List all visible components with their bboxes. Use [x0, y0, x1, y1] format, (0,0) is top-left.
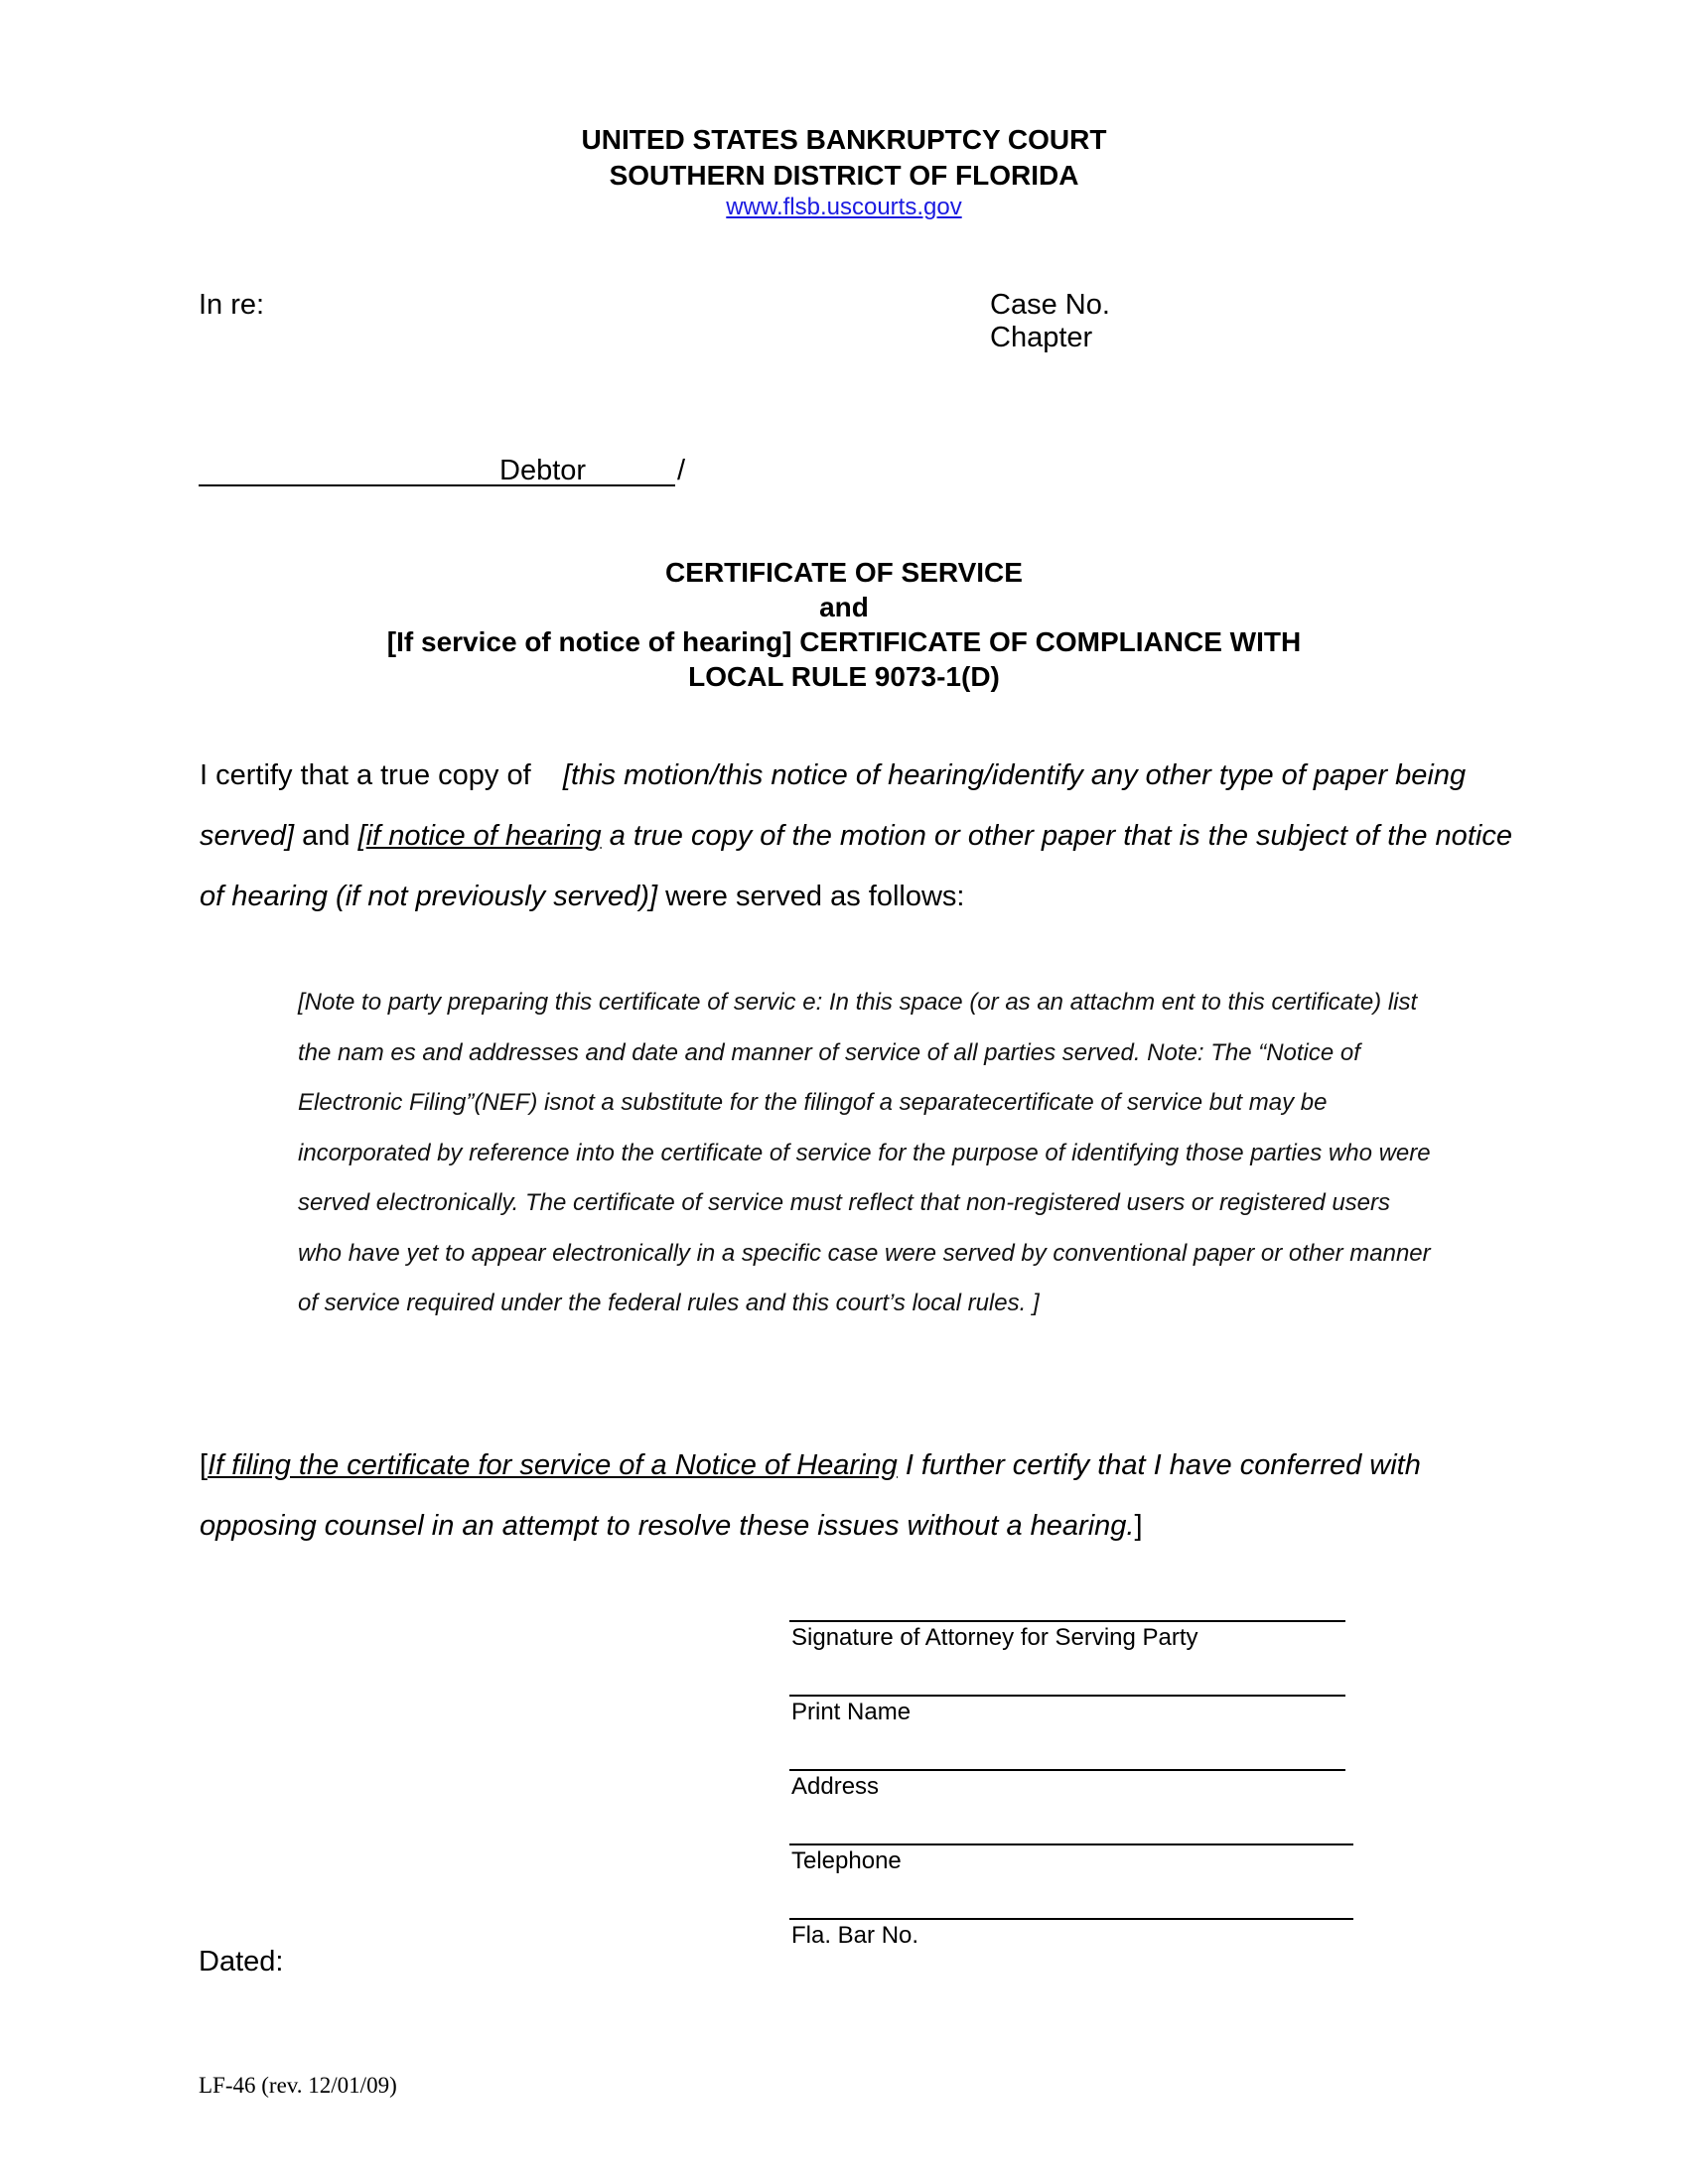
print-name-line[interactable]	[789, 1695, 1345, 1697]
in-re-label: In re:	[199, 289, 265, 321]
conferral-statement: I further certify that I have conferred with opposing counsel in an attempt to resolve these issues without a hearing.	[200, 1449, 1421, 1542]
court-name: UNITED STATES BANKRUPTCY COURT	[581, 124, 1107, 155]
title-certificate-of-service: CERTIFICATE OF SERVICE	[665, 557, 1023, 588]
dated-label: Dated:	[199, 1946, 284, 1978]
print-name-label: Print Name	[791, 1699, 912, 1725]
title-local-rule: LOCAL RULE 9073-1(D)	[688, 661, 1000, 692]
certification-lead: I certify that a true copy of	[200, 759, 531, 791]
conferral-paragraph	[200, 1435, 1520, 1557]
conferral-notice-of-hearing: If filing the certificate for service of a Notice of Hearing	[208, 1449, 898, 1481]
chapter-label: Chapter	[990, 322, 1093, 353]
certification-notice-placeholder: a true copy of the motion or other paper that is the subject of the notice of hearing (if not previously served)]	[200, 820, 1512, 912]
debtor-name-line	[199, 484, 675, 486]
title-compliance: [If service of notice of hearing] CERTIFICATE OF COMPLIANCE WITH	[386, 626, 1302, 657]
service-note: [Note to party preparing this certificate of servic e: In this space (or as an attachm ent to this certificate) list the nam es and addresses and date and manner of service of all parties served. Note: The “Notice of Electronic Filing”(NEF) isnot a substitute for the filingof a separatecertificate of service but may be incorporated by reference into the certificate of service for the purpose of identifying those parties who were served electronically. The certificate of service must reflect that non-registered users or registered users who have yet to appear electronically in a specific case were served by conventional paper or other manner of service required under the federal rules and this court’s local rules. ]	[298, 989, 1431, 1316]
conferral-close-bracket: ]	[1134, 1510, 1143, 1542]
signature-line[interactable]	[789, 1620, 1345, 1622]
case-number-label: Case No.	[990, 289, 1110, 321]
certification-if-notice: if notice of hearing	[365, 820, 602, 852]
address-line[interactable]	[789, 1769, 1345, 1771]
telephone-label: Telephone	[791, 1847, 902, 1874]
certification-paragraph	[200, 746, 1520, 927]
certification-paper-placeholder: [this motion/this notice of hearing/identify any other type of paper being served]	[200, 759, 1467, 852]
signature-label: Signature of Attorney for Serving Party	[791, 1624, 1198, 1651]
conferral-open-bracket: [	[200, 1449, 209, 1481]
form-id-footer: LF-46 (rev. 12/01/09)	[199, 2073, 397, 2098]
bar-number-label: Fla. Bar No.	[791, 1922, 919, 1949]
debtor-label: Debtor	[499, 455, 587, 486]
court-website-link[interactable]: www.flsb.uscourts.gov	[726, 194, 962, 220]
debtor-slash: /	[677, 455, 686, 486]
certification-tail: were served as follows:	[665, 881, 965, 912]
certification-and: and	[302, 820, 351, 852]
address-label: Address	[791, 1773, 880, 1800]
court-district: SOUTHERN DISTRICT OF FLORIDA	[609, 160, 1079, 191]
telephone-line[interactable]	[789, 1843, 1353, 1845]
title-and: and	[819, 592, 869, 622]
certification-open-bracket: [	[357, 820, 366, 852]
bar-number-line[interactable]	[789, 1918, 1353, 1920]
